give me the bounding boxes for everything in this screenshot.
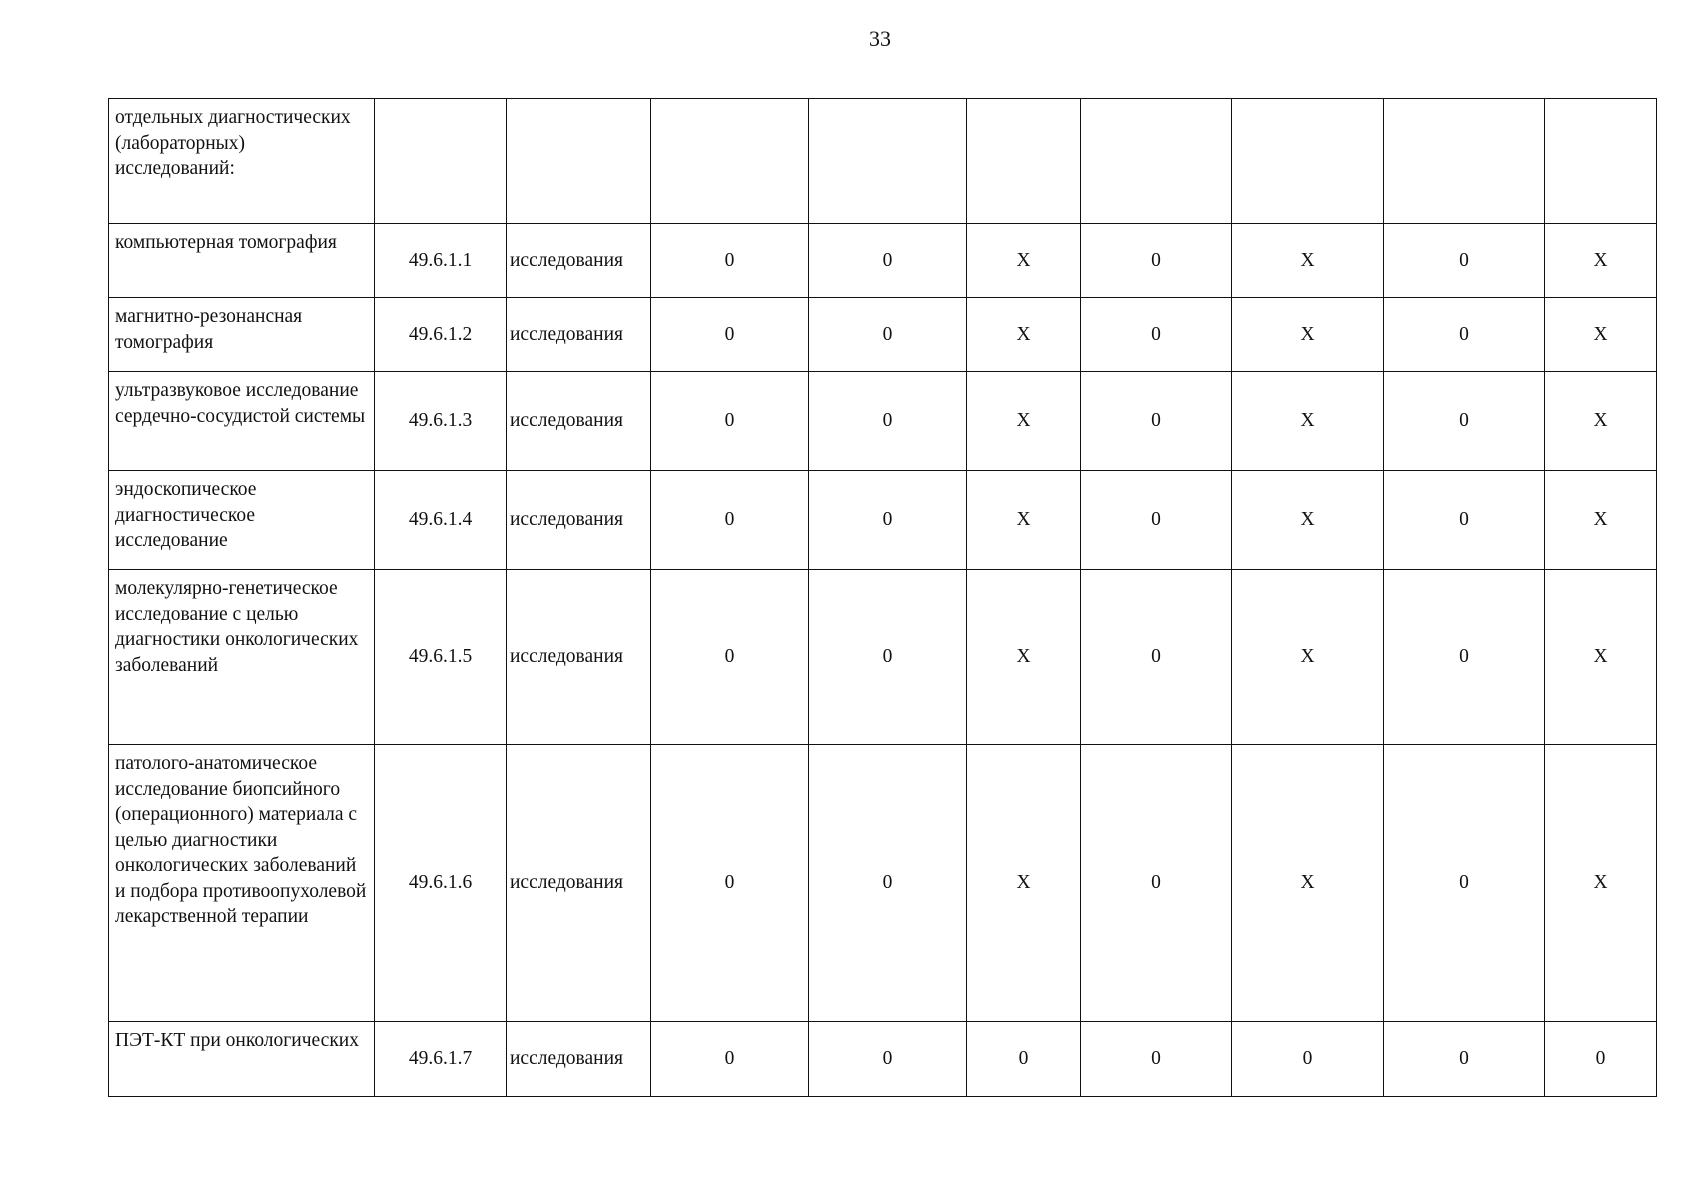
value-cell	[967, 99, 1081, 224]
row-name: эндоскопическое диагностическое исследование	[109, 471, 375, 570]
value-cell: 0	[651, 372, 809, 471]
value-cell: X	[1232, 745, 1384, 1022]
row-name: отдельных диагностических (лабораторных) исследований:	[109, 99, 375, 224]
value-cell: 0	[967, 1022, 1081, 1097]
value-cell: 0	[651, 1022, 809, 1097]
table-row	[109, 1022, 1657, 1097]
value-cell: X	[1545, 745, 1657, 1022]
value-cell: X	[967, 570, 1081, 745]
row-code: 49.6.1.1	[375, 224, 507, 298]
row-unit: исследования	[507, 745, 651, 1022]
table-row	[109, 99, 1657, 224]
value-cell: 0	[1081, 224, 1232, 298]
value-cell: X	[967, 471, 1081, 570]
value-cell: 0	[651, 224, 809, 298]
value-cell: 0	[809, 745, 967, 1022]
table-row	[109, 224, 1657, 298]
value-cell: 0	[1232, 1022, 1384, 1097]
table-row	[109, 298, 1657, 372]
value-cell: 0	[1081, 372, 1232, 471]
row-code: 49.6.1.5	[375, 570, 507, 745]
value-cell: 0	[1545, 1022, 1657, 1097]
value-cell: X	[1545, 372, 1657, 471]
table-row	[109, 471, 1657, 570]
row-unit	[507, 99, 651, 224]
value-cell	[1081, 99, 1232, 224]
value-cell: X	[1545, 471, 1657, 570]
row-code: 49.6.1.3	[375, 372, 507, 471]
row-name: молекулярно-генетическое исследование с целью диагностики онкологических заболеваний	[109, 570, 375, 745]
value-cell: X	[967, 298, 1081, 372]
table-row	[109, 745, 1657, 1022]
row-unit: исследования	[507, 570, 651, 745]
indicators-table	[108, 98, 1657, 1097]
row-unit: исследования	[507, 471, 651, 570]
value-cell: 0	[809, 1022, 967, 1097]
value-cell: X	[1232, 298, 1384, 372]
value-cell: 0	[651, 298, 809, 372]
value-cell: 0	[809, 298, 967, 372]
value-cell: 0	[1384, 298, 1545, 372]
value-cell: 0	[651, 745, 809, 1022]
value-cell: 0	[1081, 570, 1232, 745]
row-code	[375, 99, 507, 224]
row-name: ПЭТ-КТ при онкологических	[109, 1022, 375, 1097]
row-unit: исследования	[507, 224, 651, 298]
value-cell	[1384, 99, 1545, 224]
value-cell: 0	[809, 471, 967, 570]
row-code: 49.6.1.7	[375, 1022, 507, 1097]
value-cell: 0	[1384, 224, 1545, 298]
row-unit: исследования	[507, 298, 651, 372]
value-cell: X	[1232, 224, 1384, 298]
row-code: 49.6.1.4	[375, 471, 507, 570]
row-name: патолого-анатомическое исследование биопсийного (операционного) материала с целью диагностики онкологических заболеваний и подбора противоопухолевой лекарственной терапии	[109, 745, 375, 1022]
value-cell: 0	[809, 570, 967, 745]
value-cell: X	[1545, 224, 1657, 298]
value-cell: 0	[809, 372, 967, 471]
value-cell	[809, 99, 967, 224]
value-cell: X	[967, 745, 1081, 1022]
value-cell: X	[1545, 298, 1657, 372]
value-cell: 0	[809, 224, 967, 298]
table-row	[109, 570, 1657, 745]
row-code: 49.6.1.2	[375, 298, 507, 372]
row-name: компьютерная томография	[109, 224, 375, 298]
value-cell: 0	[651, 471, 809, 570]
page-number: 33	[869, 26, 891, 51]
value-cell	[651, 99, 809, 224]
value-cell: X	[1232, 372, 1384, 471]
value-cell: 0	[1384, 745, 1545, 1022]
value-cell: X	[1545, 570, 1657, 745]
row-unit: исследования	[507, 1022, 651, 1097]
value-cell: 0	[1384, 570, 1545, 745]
value-cell: 0	[1384, 471, 1545, 570]
value-cell: 0	[1081, 745, 1232, 1022]
value-cell: X	[1232, 471, 1384, 570]
value-cell: 0	[1081, 1022, 1232, 1097]
value-cell: 0	[1384, 372, 1545, 471]
value-cell: 0	[651, 570, 809, 745]
value-cell: 0	[1081, 298, 1232, 372]
value-cell: X	[967, 372, 1081, 471]
value-cell: X	[967, 224, 1081, 298]
table-row	[109, 372, 1657, 471]
value-cell: X	[1232, 570, 1384, 745]
row-code: 49.6.1.6	[375, 745, 507, 1022]
value-cell	[1545, 99, 1657, 224]
value-cell: 0	[1384, 1022, 1545, 1097]
row-name: ультразвуковое исследование сердечно-сосудистой системы	[109, 372, 375, 471]
value-cell: 0	[1081, 471, 1232, 570]
row-unit: исследования	[507, 372, 651, 471]
value-cell	[1232, 99, 1384, 224]
row-name: магнитно-резонансная томография	[109, 298, 375, 372]
